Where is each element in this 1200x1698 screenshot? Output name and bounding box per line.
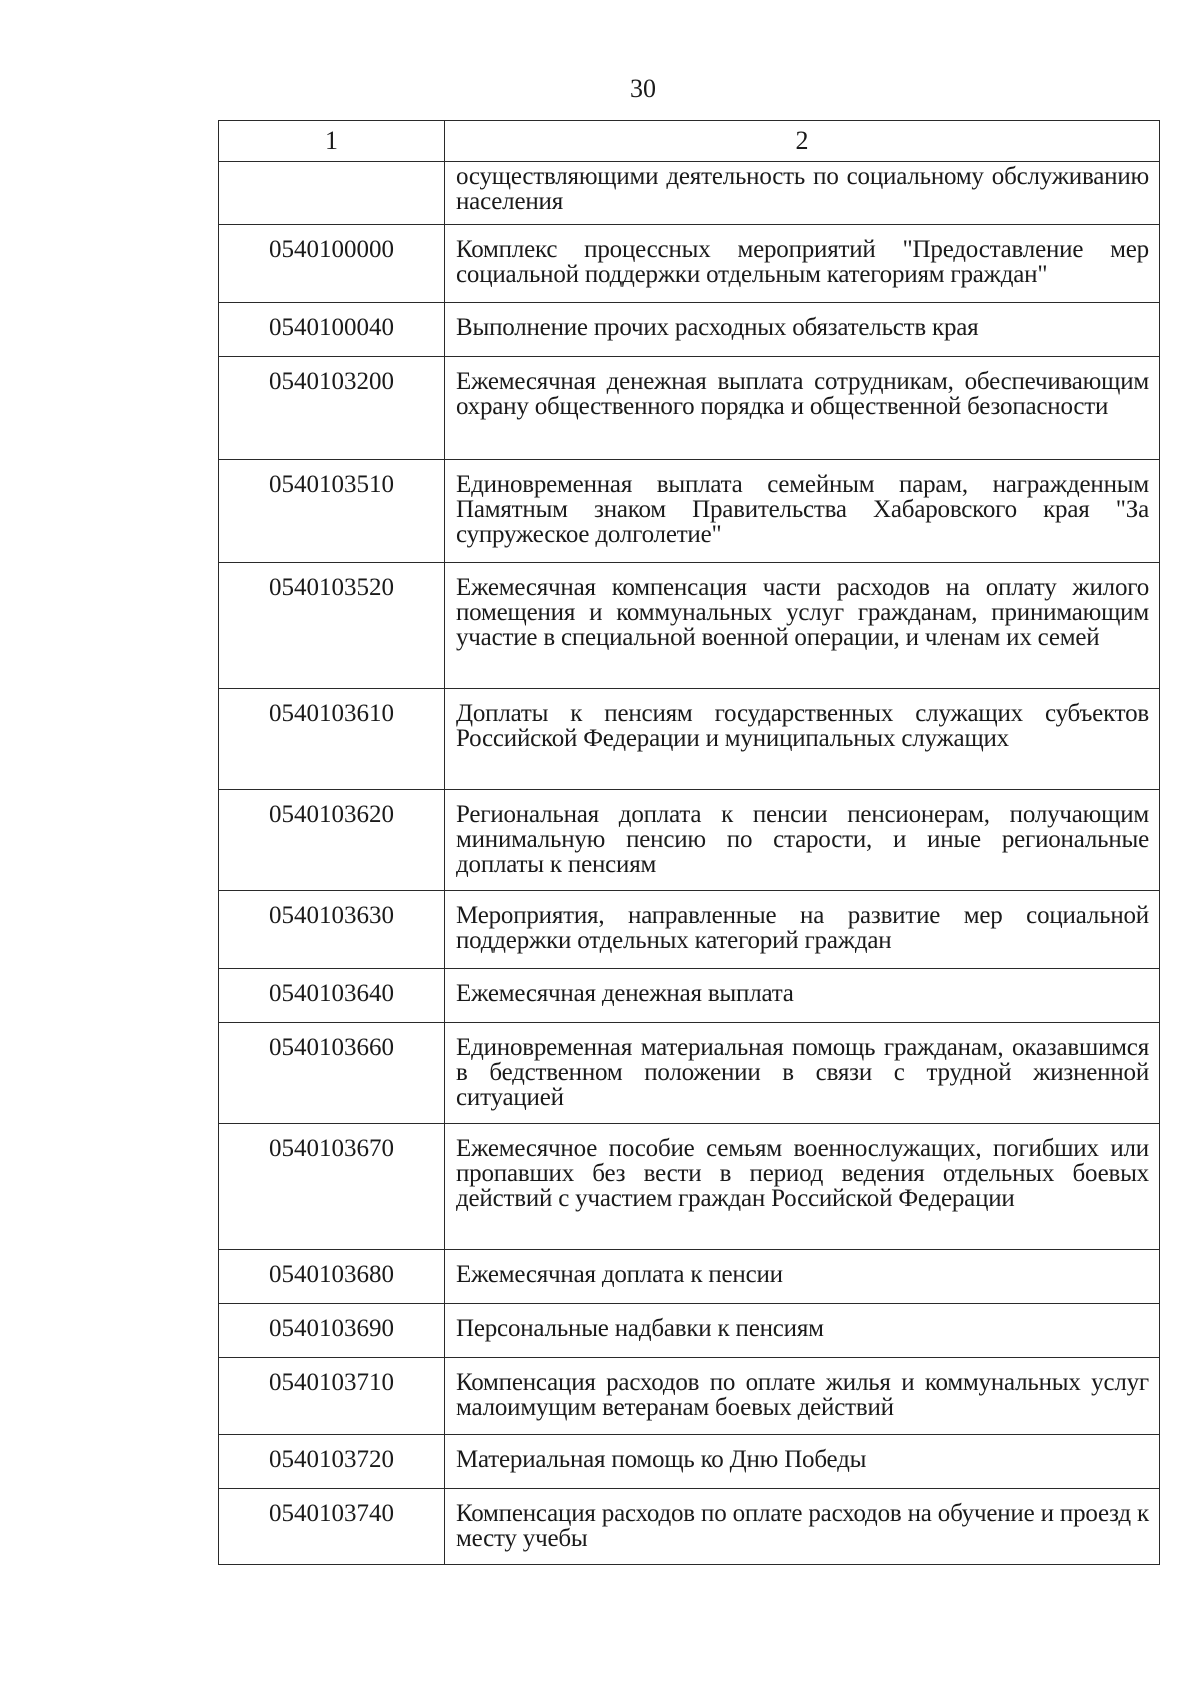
table-row	[219, 1358, 1160, 1435]
row-code: 0540103640	[219, 969, 445, 1023]
row-code	[219, 162, 445, 225]
row-code: 0540103630	[219, 891, 445, 969]
row-code: 0540103200	[219, 357, 445, 460]
row-code: 0540103620	[219, 790, 445, 891]
row-description: Комплекс процессных мероприятий "Предоставление мер социальной поддержки отдельным категориям граждан"	[445, 225, 1160, 303]
row-description: Компенсация расходов по оплате жилья и коммунальных услуг малоимущим ветеранам боевых действий	[445, 1358, 1160, 1435]
table-row	[219, 1124, 1160, 1250]
table-row	[219, 891, 1160, 969]
table-row	[219, 1489, 1160, 1565]
budget-code-table	[218, 120, 1160, 1565]
page-number: 30	[630, 74, 656, 103]
table-row	[219, 1304, 1160, 1358]
row-description: Ежемесячная денежная выплата сотрудникам, обеспечивающим охрану общественного порядка и общественной безопасности	[445, 357, 1160, 460]
table-row	[219, 1250, 1160, 1304]
table-row	[219, 460, 1160, 563]
row-code: 0540103660	[219, 1023, 445, 1124]
table-row	[219, 225, 1160, 303]
row-description: осуществляющими деятельность по социальному обслуживанию населения	[445, 162, 1160, 225]
row-code: 0540103610	[219, 689, 445, 790]
row-code: 0540100040	[219, 303, 445, 357]
row-description: Региональная доплата к пенсии пенсионерам, получающим минимальную пенсию по старости, и иные региональные доплаты к пенсиям	[445, 790, 1160, 891]
row-code: 0540103710	[219, 1358, 445, 1435]
table-row	[219, 1435, 1160, 1489]
table-header-row	[219, 121, 1160, 162]
row-description: Единовременная материальная помощь гражданам, оказавшимся в бедственном положении в связи с трудной жизненной ситуацией	[445, 1023, 1160, 1124]
row-code: 0540103740	[219, 1489, 445, 1565]
row-description: Персональные надбавки к пенсиям	[445, 1304, 1160, 1358]
row-description: Мероприятия, направленные на развитие мер социальной поддержки отдельных категорий граждан	[445, 891, 1160, 969]
row-code: 0540100000	[219, 225, 445, 303]
table-row	[219, 689, 1160, 790]
row-code: 0540103510	[219, 460, 445, 563]
row-description: Ежемесячная денежная выплата	[445, 969, 1160, 1023]
table-row	[219, 790, 1160, 891]
row-code: 0540103520	[219, 563, 445, 689]
row-description: Единовременная выплата семейным парам, награжденным Памятным знаком Правительства Хабаровского края "За супружеское долголетие"	[445, 460, 1160, 563]
row-code: 0540103670	[219, 1124, 445, 1250]
table-row	[219, 162, 1160, 225]
row-description: Выполнение прочих расходных обязательств края	[445, 303, 1160, 357]
row-description: Ежемесячная доплата к пенсии	[445, 1250, 1160, 1304]
row-code: 0540103690	[219, 1304, 445, 1358]
table-row	[219, 357, 1160, 460]
row-description: Ежемесячное пособие семьям военнослужащих, погибших или пропавших без вести в период ведения отдельных боевых действий с участием граждан Российской Федерации	[445, 1124, 1160, 1250]
row-code: 0540103720	[219, 1435, 445, 1489]
row-code: 0540103680	[219, 1250, 445, 1304]
row-description: Ежемесячная компенсация части расходов на оплату жилого помещения и коммунальных услуг гражданам, принимающим участие в специальной военной операции, и членам их семей	[445, 563, 1160, 689]
table-row	[219, 1023, 1160, 1124]
table-row	[219, 969, 1160, 1023]
column-header-description: 2	[445, 121, 1160, 162]
row-description: Доплаты к пенсиям государственных служащих субъектов Российской Федерации и муниципальных служащих	[445, 689, 1160, 790]
row-description: Материальная помощь ко Дню Победы	[445, 1435, 1160, 1489]
table-row	[219, 563, 1160, 689]
column-header-code: 1	[219, 121, 445, 162]
row-description: Компенсация расходов по оплате расходов на обучение и проезд к месту учебы	[445, 1489, 1160, 1565]
table-row	[219, 303, 1160, 357]
